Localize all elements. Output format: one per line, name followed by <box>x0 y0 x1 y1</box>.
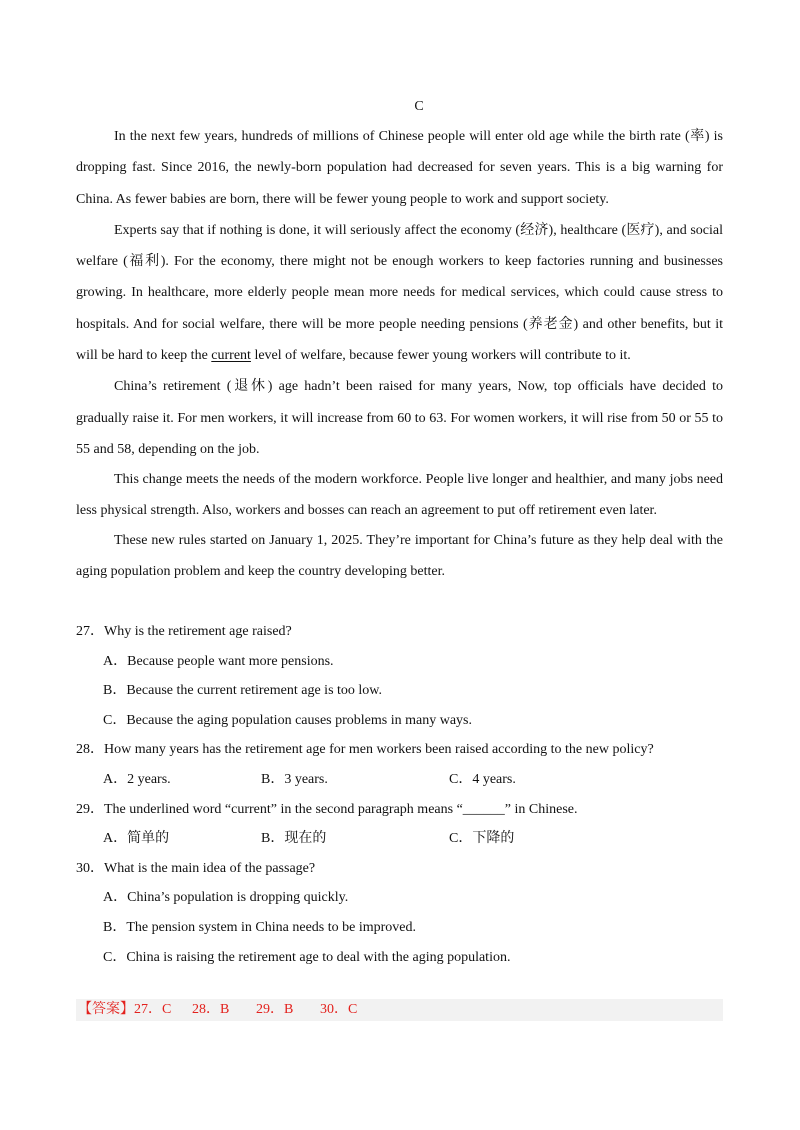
passage-paragraph-3: China’s retirement (退休) age hadn’t been raised for many years, Now, top officials have decided to gradually raise it. For men workers, it will increase from 60 to 63. For women workers, it will rise from 50 or 55 to 55 and 58, depending on the job. <box>76 379 723 457</box>
answer-28: 28．B <box>192 1002 230 1017</box>
question-29-option-b: B．现在的 <box>261 831 327 847</box>
answer-label: 【答案】 <box>78 1002 134 1017</box>
question-30-option-b: B．The pension system in China needs to be improved. <box>103 919 417 935</box>
question-27-option-a: A．Because people want more pensions. <box>103 653 334 669</box>
question-28-options <box>76 765 736 795</box>
passage-paragraph-5: These new rules started on January 1, 2025. They’re important for China’s future as they help deal with the aging population problem and keep the country developing better. <box>76 533 723 580</box>
question-29-stem: 29．The underlined word “current” in the second paragraph means “______” in Chinese. <box>76 801 578 817</box>
question-28-stem: 28．How many years has the retirement age for men workers been raised according to the new policy? <box>76 742 654 758</box>
question-27-option-b: B．Because the current retirement age is too low. <box>103 683 382 699</box>
answer-30: 30．C <box>320 1002 358 1017</box>
paragraph-2-text-before: Experts say that if nothing is done, it will seriously affect the economy (经济), healthcare (医疗), and social welfare (福利). For the economy, there might not be enough workers to keep factories running and businesses growing. In healthcare, more elderly people mean more needs for medical services, which could cause stress to hospitals. And for social welfare, there will be more people needing pensions (养老金) and other benefits, but it will be hard to keep the <box>76 222 723 364</box>
question-27-stem: 27．Why is the retirement age raised? <box>76 624 292 639</box>
passage-paragraph-2 <box>76 215 723 371</box>
passage-paragraph-1: In the next few years, hundreds of millions of Chinese people will enter old age while the birth rate (率) is dropping fast. Since 2016, the newly-born population had decreased for seven years. This is a big warning for China. As fewer babies are born, there will be fewer young people to work and support society. <box>76 129 723 207</box>
question-28-option-b: B．3 years. <box>261 771 328 787</box>
paragraph-2-text-after: level of welfare, because fewer young workers will contribute to it. <box>250 348 631 364</box>
underlined-word-current: current <box>211 348 251 364</box>
section-letter: C <box>414 99 424 114</box>
passage-paragraph-4: This change meets the needs of the modern workforce. People live longer and healthier, and many jobs need less physical strength. Also, workers and bosses can reach an agreement to put off retirement even later. <box>76 472 723 518</box>
question-30-option-a: A．China’s population is dropping quickly. <box>103 890 349 906</box>
answer-29: 29．B <box>256 1002 294 1017</box>
question-30-stem: 30．What is the main idea of the passage? <box>76 860 316 876</box>
question-28-option-a: A．2 years. <box>103 771 171 787</box>
question-28-option-c: C．4 years. <box>449 771 516 787</box>
answer-key-bar <box>76 999 723 1021</box>
question-list <box>76 617 736 972</box>
question-29-options <box>76 824 736 854</box>
reading-passage <box>76 121 723 588</box>
question-27-option-c: C．Because the aging population causes problems in many ways. <box>103 712 472 728</box>
question-29-option-c: C．下降的 <box>449 831 515 847</box>
question-29-option-a: A．简单的 <box>103 831 170 847</box>
question-30-option-c: C．China is raising the retirement age to deal with the aging population. <box>103 949 511 965</box>
answer-27: 27．C <box>134 1002 172 1017</box>
